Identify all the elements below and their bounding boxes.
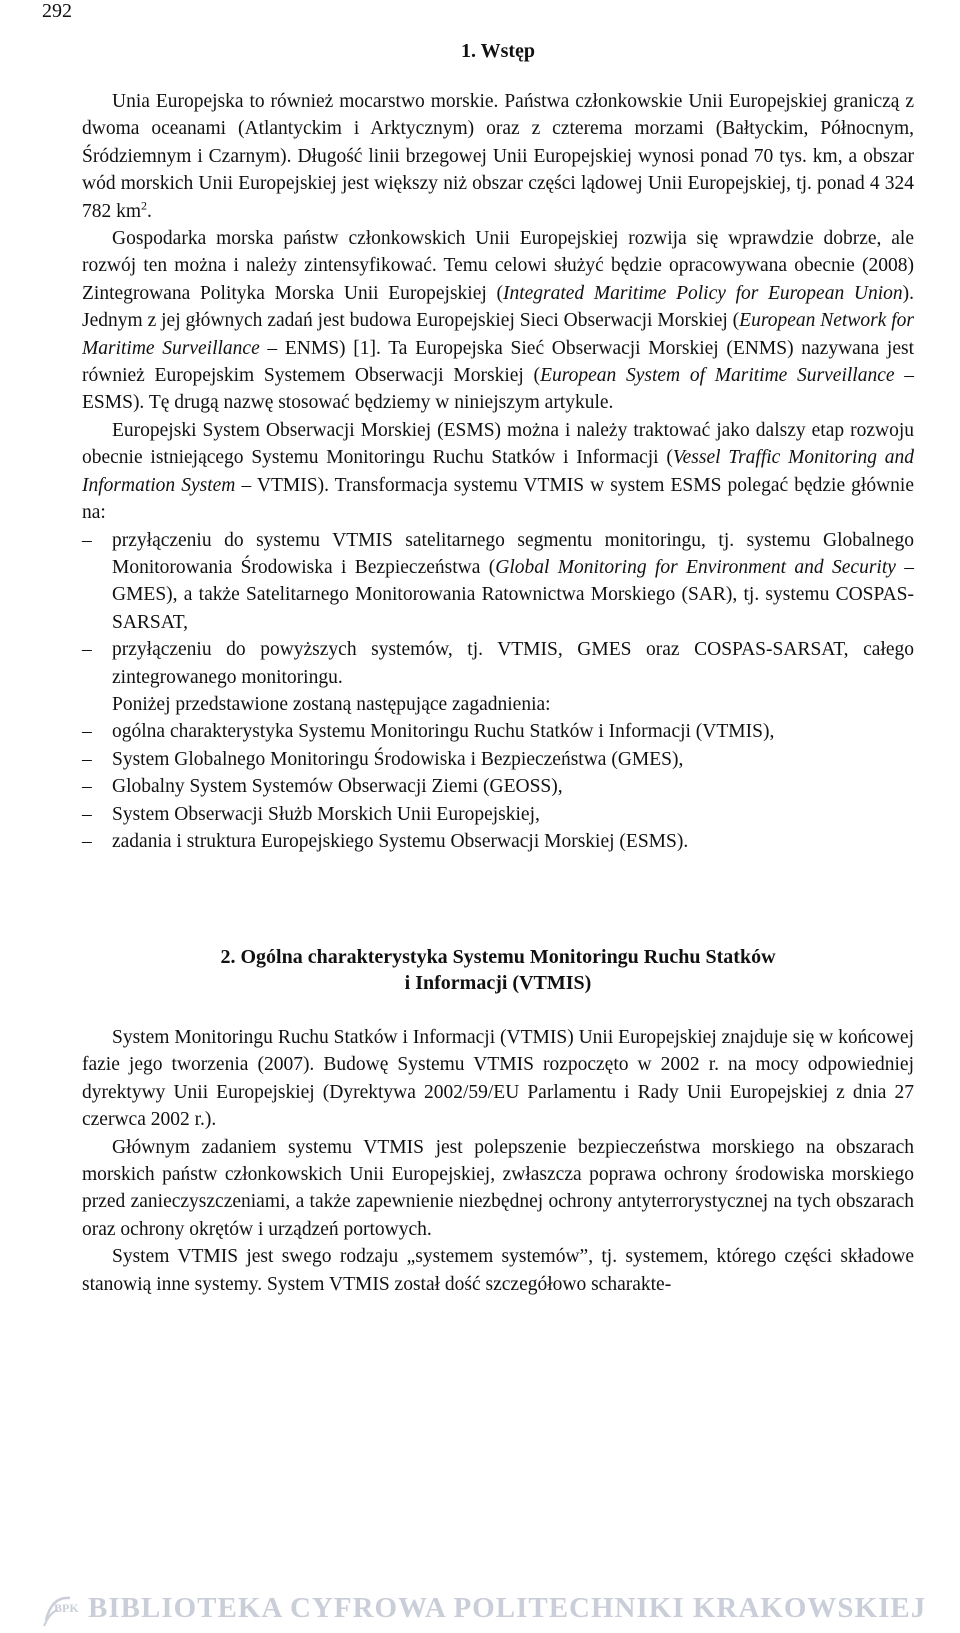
list-item-text-a: przyłączeniu do systemu VTMIS satelitarnego segmentu monitoringu, tj. systemu Globalnego Monitorowania Środowiska i Bezpieczeństwa ( (112, 529, 914, 578)
paragraph-2-italic-2: European Network for Maritime Surveillance (82, 310, 914, 359)
paragraph-2-italic-1: Integrated Maritime Policy for European Union (502, 282, 903, 304)
paragraph-2 (82, 225, 914, 417)
list-item (82, 828, 914, 855)
list-item-text: przyłączeniu do powyższych systemów, tj. VTMIS, GMES oraz COSPAS-SARSAT, całego zintegrowanego monitoringu. (112, 639, 914, 688)
list-dash: – (82, 639, 92, 661)
list-item-text: zadania i struktura Europejskiego Systemu Obserwacji Morskiej (ESMS). (112, 830, 689, 852)
section-2-paragraph-2: Głównym zadaniem systemu VTMIS jest polepszenie bezpieczeństwa morskiego na obszarach morskich państw członkowskich Unii Europejskiej, zwłaszcza poprawa ochrony środowiska morskiego przed zanieczyszczeniami, a także zapewnienie niezbędnej ochrony antyterrorystycznej na tych obszarach oraz ochrony okrętów i urządzeń portowych. (82, 1136, 914, 1240)
list-item-italic: Global Monitoring for Environment and Security (495, 556, 896, 578)
superscript-2: 2 (141, 198, 148, 213)
section-1-title: 1. Wstęp (460, 40, 536, 62)
list-item (82, 773, 914, 800)
list-item (82, 527, 914, 637)
section-2-title (82, 944, 914, 996)
library-footer-text: BIBLIOTEKA CYFROWA POLITECHNIKI KRAKOWSKIEJ (88, 1592, 927, 1624)
list-item (82, 746, 914, 773)
paragraph-3-text-b: – VTMIS). Transformacja systemu VTMIS w system ESMS polegać będzie głównie na: (82, 474, 914, 524)
list-item (82, 801, 914, 828)
library-footer (40, 1590, 940, 1630)
library-logo-text: BPK (54, 1601, 79, 1615)
list-dash: – (82, 803, 92, 825)
paragraph-2-text-b: ). Jednym z jej głównych zadań jest budowa Europejskiej Sieci Obserwacji Morskiej ( (82, 282, 914, 332)
paragraph-1-end: . (147, 200, 152, 222)
list-item-text: ogólna charakterystyka Systemu Monitoringu Ruchu Statków i Informacji (VTMIS), (112, 721, 775, 743)
section-2-title-line-1: 2. Ogólna charakterystyka Systemu Monitoringu Ruchu Statków (220, 946, 776, 968)
list-item (82, 718, 914, 745)
paragraph-3-text-a: Europejski System Obserwacji Morskiej (ESMS) można i należy traktować jako dalszy etap rozwoju obecnie istniejącego Systemu Monitoringu Ruchu Statków i Informacji ( (82, 419, 914, 469)
list-dash: – (82, 748, 92, 770)
list-dash: – (82, 721, 92, 743)
paragraph-3 (82, 417, 914, 527)
paragraph-2-italic-3: European System of Maritime Surveillance (540, 365, 895, 387)
paragraph-1 (82, 88, 914, 225)
list-dash: – (82, 776, 92, 798)
paragraph-2-text-a: Gospodarka morska państw członkowskich Unii Europejskiej rozwija się wprawdzie dobrze, ale rozwój ten można i należy zintensyfikować. Temu celowi służyć będzie opracowywana obecnie (2008) Zintegrowana Polityka Morska Unii Europejskiej ( (82, 228, 914, 304)
list-item-text: System Obserwacji Służb Morskich Unii Europejskiej, (112, 803, 540, 825)
list-item-text-b: – GMES), a także Satelitarnego Monitorowania Ratownictwa Morskiego (SAR), tj. systemu COSPAS-SARSAT, (112, 556, 915, 633)
section-2-title-line-2: i Informacji (VTMIS) (404, 972, 592, 994)
section-2-paragraph-3: System VTMIS jest swego rodzaju „systemem systemów”, tj. systemem, którego części składowe stanowią inne systemy. System VTMIS został dość szczegółowo scharakte- (82, 1246, 914, 1295)
section-2-body (82, 1024, 914, 1298)
list-item (82, 636, 914, 691)
list-dash: – (82, 830, 92, 852)
list-item-text: System Globalnego Monitoringu Środowiska i Bezpieczeństwa (GMES), (112, 748, 684, 770)
transformation-list (82, 527, 914, 691)
paragraph-4: Poniżej przedstawione zostaną następujące zagadnienia: (112, 693, 551, 715)
list-dash: – (82, 529, 92, 551)
paragraph-2-text-d: – ESMS). Tę drugą nazwę stosować będziemy w niniejszym artykule. (82, 365, 914, 414)
paragraph-2-text-c: – ENMS) [1]. Ta Europejska Sieć Obserwacji Morskiej (ENMS) nazywana jest również Europejskim Systemem Obserwacji Morskiej ( (82, 337, 914, 387)
section-1-body (82, 88, 914, 855)
library-logo-icon (40, 1590, 84, 1630)
page-number: 292 (42, 0, 72, 22)
topics-list (82, 718, 914, 855)
paragraph-3-italic-1: Vessel Traffic Monitoring and Information System (82, 447, 914, 496)
section-2-paragraph-1: System Monitoringu Ruchu Statków i Informacji (VTMIS) Unii Europejskiej znajduje się w końcowej fazie jego tworzenia (2007). Budowę Systemu VTMIS rozpoczęto w 2002 r. na mocy odpowiedniej dyrektywy Unii Europejskiej (Dyrektywa 2002/59/EU Parlamentu i Rady Unii Europejskiej z dnia 27 czerwca 2002 r.). (82, 1027, 914, 1131)
paragraph-1-text: Unia Europejska to również mocarstwo morskie. Państwa członkowskie Unii Europejskiej graniczą z dwoma oceanami (Atlantyckim i Arktycznym) oraz z czterema morzami (Bałtyckim, Północnym, Śródziemnym i Czarnym). Długość linii brzegowej Unii Europejskiej wynosi ponad 70 tys. km, a obszar wód morskich Unii Europejskiej jest większy niż obszar części lądowej Unii Europejskiej, tj. ponad 4 324 782 km (82, 91, 914, 222)
list-item-text: Globalny System Systemów Obserwacji Ziemi (GEOSS), (112, 776, 563, 798)
